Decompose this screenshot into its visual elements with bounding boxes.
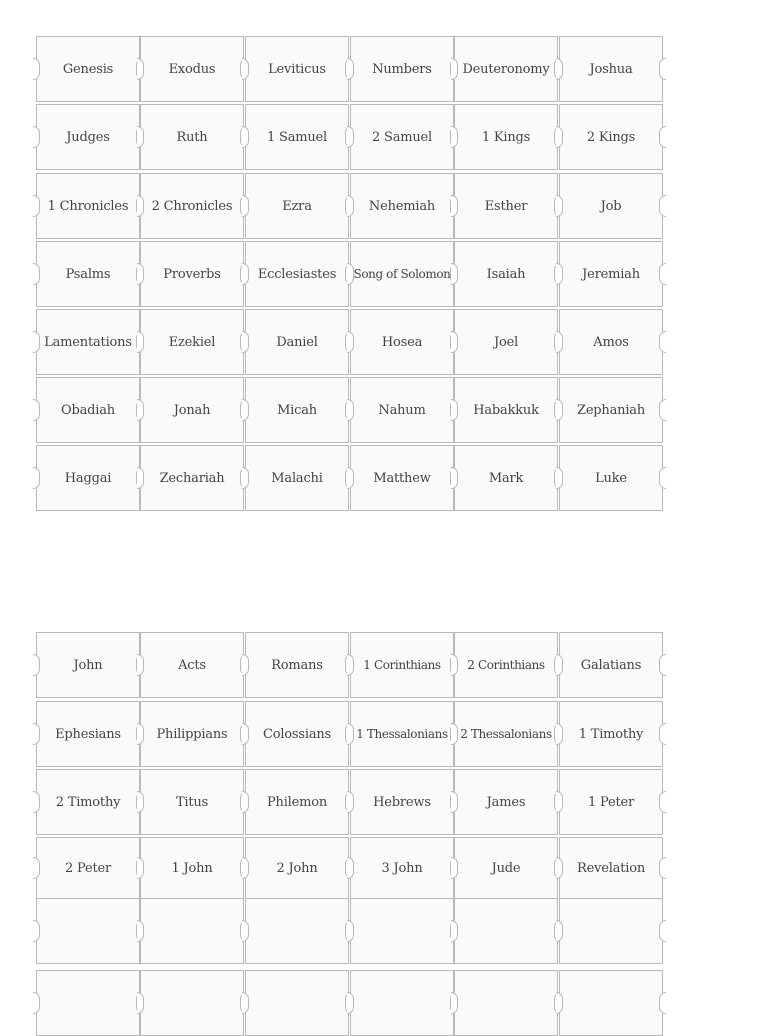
book-card [245, 173, 349, 239]
book-card [140, 837, 244, 899]
book-name: 1 Timothy [578, 726, 644, 742]
book-card [245, 837, 349, 899]
book-card [245, 309, 349, 375]
card-row [36, 898, 663, 964]
book-card [36, 104, 140, 170]
book-name: Ezra [282, 198, 312, 214]
book-card [245, 632, 349, 698]
book-name: Nahum [378, 402, 426, 418]
book-name: Zephaniah [576, 402, 646, 418]
book-name: 1 Corinthians [363, 658, 441, 672]
card-row [36, 36, 663, 102]
book-card [140, 898, 244, 964]
book-card [559, 241, 663, 307]
card-row [36, 445, 663, 511]
old-testament-card-grid [36, 36, 663, 511]
book-card [36, 241, 140, 307]
book-card [245, 970, 349, 1036]
book-card [140, 104, 244, 170]
book-name: Isaiah [486, 266, 526, 282]
book-card [559, 377, 663, 443]
book-name: John [73, 657, 103, 673]
book-name: 2 Corinthians [467, 658, 545, 672]
book-name: Numbers [372, 61, 432, 77]
book-card [559, 104, 663, 170]
book-name: Nehemiah [368, 198, 436, 214]
book-card [36, 837, 140, 899]
book-name: Ezekiel [168, 334, 216, 350]
book-card [454, 173, 558, 239]
book-name: Proverbs [163, 266, 221, 282]
book-name: Matthew [373, 470, 431, 486]
book-name: Judges [66, 129, 110, 145]
book-card [245, 377, 349, 443]
book-name: Joshua [589, 61, 633, 77]
book-card [350, 701, 454, 767]
book-card [36, 377, 140, 443]
book-card [559, 898, 663, 964]
book-card [350, 837, 454, 899]
book-name: Revelation [576, 860, 645, 876]
book-name: 2 John [276, 860, 318, 876]
book-name: 2 Kings [586, 129, 636, 145]
book-card [350, 173, 454, 239]
book-card [454, 632, 558, 698]
book-card [454, 701, 558, 767]
book-name: Mark [488, 470, 524, 486]
book-card [245, 701, 349, 767]
book-card [140, 309, 244, 375]
book-card [36, 36, 140, 102]
book-card [140, 173, 244, 239]
book-name: Titus [175, 794, 209, 810]
book-card [245, 445, 349, 511]
book-name: 2 Chronicles [151, 198, 233, 214]
book-card [350, 377, 454, 443]
book-card [559, 36, 663, 102]
book-card [559, 837, 663, 899]
book-card [36, 898, 140, 964]
book-name: Ecclesiastes [257, 266, 337, 282]
book-card [454, 309, 558, 375]
book-name: Jonah [173, 402, 211, 418]
book-name: 1 Chronicles [47, 198, 129, 214]
book-card [454, 837, 558, 899]
book-name: James [486, 794, 526, 810]
book-card [36, 309, 140, 375]
book-name: Job [600, 198, 622, 214]
book-name: Philippians [156, 726, 228, 742]
book-card [454, 241, 558, 307]
book-name: Jude [491, 860, 521, 876]
book-name: Philemon [266, 794, 328, 810]
book-name: 2 Thessalonians [460, 727, 552, 741]
book-card [140, 377, 244, 443]
book-card [454, 377, 558, 443]
book-card [140, 701, 244, 767]
card-row [36, 309, 663, 375]
book-name: 1 Kings [481, 129, 531, 145]
book-name: 3 John [381, 860, 423, 876]
book-card [454, 445, 558, 511]
book-card [350, 970, 454, 1036]
card-row [36, 701, 663, 767]
card-row [36, 241, 663, 307]
book-name: Galatians [580, 657, 642, 673]
book-card [245, 898, 349, 964]
book-name: Leviticus [268, 61, 326, 77]
book-name: 1 Peter [588, 794, 634, 810]
book-card [559, 701, 663, 767]
book-name: Micah [277, 402, 317, 418]
book-card [559, 173, 663, 239]
book-name: Habakkuk [473, 402, 539, 418]
book-name: Romans [271, 657, 323, 673]
book-card [454, 36, 558, 102]
book-card [245, 104, 349, 170]
book-name: Genesis [62, 61, 114, 77]
book-name: Daniel [276, 334, 318, 350]
book-name: Hebrews [373, 794, 431, 810]
book-card [140, 769, 244, 835]
book-name: Joel [493, 334, 519, 350]
book-name: Psalms [65, 266, 111, 282]
book-name: Ephesians [55, 726, 121, 742]
book-card [350, 104, 454, 170]
book-card [140, 970, 244, 1036]
book-name: Lamentations [44, 334, 132, 350]
book-card [140, 445, 244, 511]
book-name: Song of Solomon [353, 267, 451, 281]
book-name: Amos [593, 334, 629, 350]
book-card [559, 309, 663, 375]
book-card [350, 632, 454, 698]
book-name: Acts [178, 657, 206, 673]
book-card [350, 309, 454, 375]
book-name: Haggai [64, 470, 112, 486]
book-card [350, 769, 454, 835]
book-name: 2 Peter [65, 860, 111, 876]
book-name: 1 Samuel [266, 129, 327, 145]
card-row [36, 104, 663, 170]
book-name: 1 John [171, 860, 213, 876]
book-name: Zechariah [159, 470, 225, 486]
book-name: 2 Samuel [371, 129, 432, 145]
card-row [36, 377, 663, 443]
book-card [140, 632, 244, 698]
book-card [350, 36, 454, 102]
book-name: Luke [595, 470, 627, 486]
card-row [36, 632, 663, 698]
book-name: Deuteronomy [462, 61, 550, 77]
book-card [454, 898, 558, 964]
book-card [454, 769, 558, 835]
book-card [559, 632, 663, 698]
book-card [36, 632, 140, 698]
book-card [245, 36, 349, 102]
book-name: Hosea [381, 334, 423, 350]
book-card [559, 970, 663, 1036]
book-name: Malachi [271, 470, 323, 486]
card-row [36, 769, 663, 835]
book-card [454, 970, 558, 1036]
book-card [350, 241, 454, 307]
book-name: Esther [484, 198, 528, 214]
book-name: Ruth [176, 129, 208, 145]
book-card [36, 173, 140, 239]
card-row [36, 173, 663, 239]
new-testament-card-grid [36, 632, 663, 1024]
book-card [36, 970, 140, 1036]
book-name: Exodus [168, 61, 216, 77]
book-card [36, 769, 140, 835]
book-card [350, 898, 454, 964]
book-card [36, 701, 140, 767]
book-name: 2 Timothy [55, 794, 121, 810]
card-row [36, 837, 663, 899]
book-card [559, 769, 663, 835]
book-card [36, 445, 140, 511]
card-row [36, 970, 663, 1036]
book-card [350, 445, 454, 511]
book-card [454, 104, 558, 170]
book-card [140, 241, 244, 307]
book-card [245, 769, 349, 835]
book-card [245, 241, 349, 307]
book-name: Colossians [262, 726, 332, 742]
book-name: Obadiah [61, 402, 115, 418]
book-name: Jeremiah [582, 266, 640, 282]
book-name: 1 Thessalonians [356, 727, 448, 741]
book-card [559, 445, 663, 511]
book-card [140, 36, 244, 102]
